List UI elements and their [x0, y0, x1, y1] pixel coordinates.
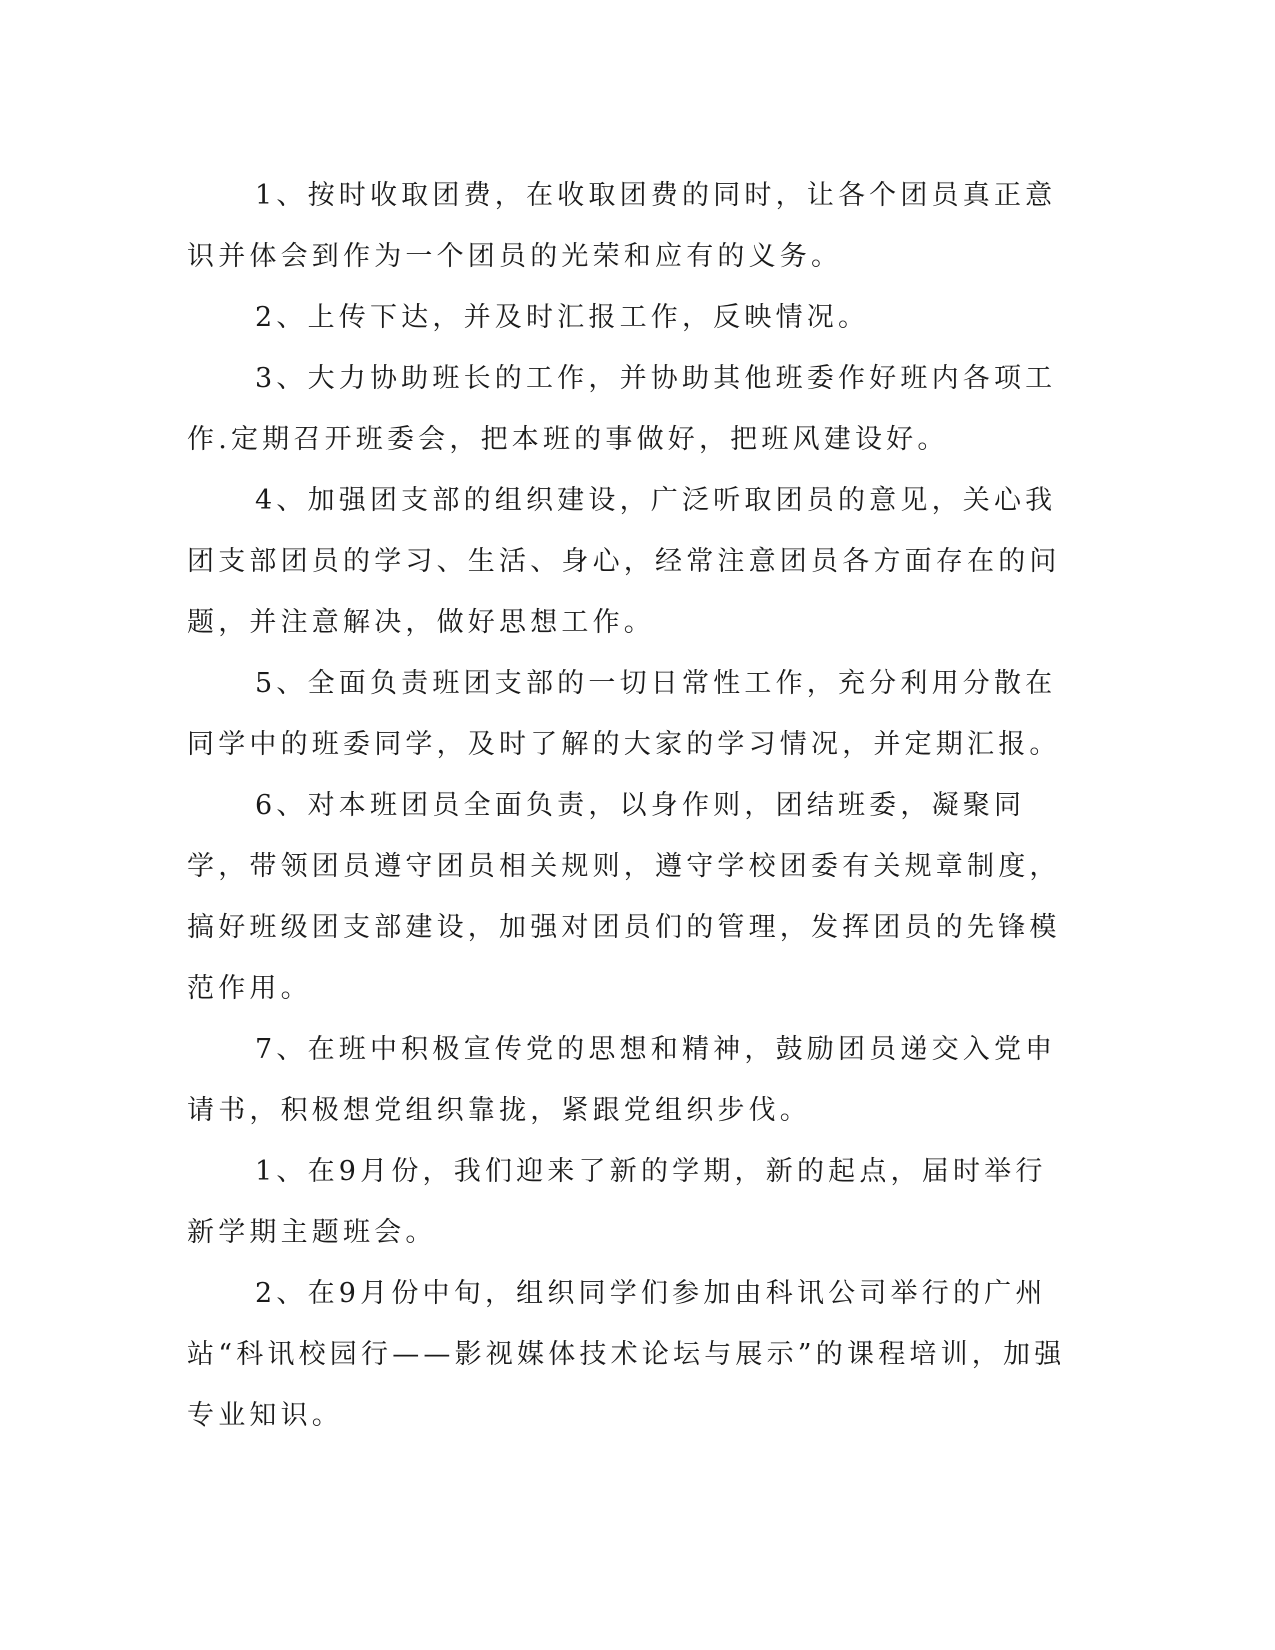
paragraph-duty-3: 3、大力协助班长的工作，并协助其他班委作好班内各项工作.定期召开班委会，把本班的事做好，把班风建设好。	[187, 363, 1057, 455]
paragraph-duty-2: 2、上传下达，并及时汇报工作，反映情况。	[255, 302, 870, 333]
paragraph-duty-7: 7、在班中积极宣传党的思想和精神，鼓励团员递交入党申请书，积极想党组织靠拢，紧跟党组织步伐。	[187, 1034, 1057, 1126]
document-body	[187, 165, 1067, 1446]
paragraph-duty-6: 6、对本班团员全面负责，以身作则，团结班委，凝聚同学，带领团员遵守团员相关规则，遵守学校团委有关规章制度，搞好班级团支部建设，加强对团员们的管理，发挥团员的先锋模范作用。	[187, 790, 1061, 1004]
paragraph-duty-5: 5、全面负责班团支部的一切日常性工作，充分利用分散在同学中的班委同学，及时了解的大家的学习情况，并定期汇报。	[187, 668, 1061, 760]
paragraph-plan-2: 2、在9月份中旬，组织同学们参加由科讯公司举行的广州站“科讯校园行——影视媒体技术论坛与展示”的课程培训，加强专业知识。	[187, 1278, 1066, 1431]
paragraph-duty-1: 1、按时收取团费，在收取团费的同时，让各个团员真正意识并体会到作为一个团员的光荣和应有的义务。	[187, 180, 1057, 272]
paragraph-plan-1: 1、在9月份，我们迎来了新的学期，新的起点，届时举行新学期主题班会。	[187, 1156, 1047, 1248]
paragraph-duty-4: 4、加强团支部的组织建设，广泛听取团员的意见，关心我团支部团员的学习、生活、身心，经常注意团员各方面存在的问题，并注意解决，做好思想工作。	[187, 485, 1061, 638]
